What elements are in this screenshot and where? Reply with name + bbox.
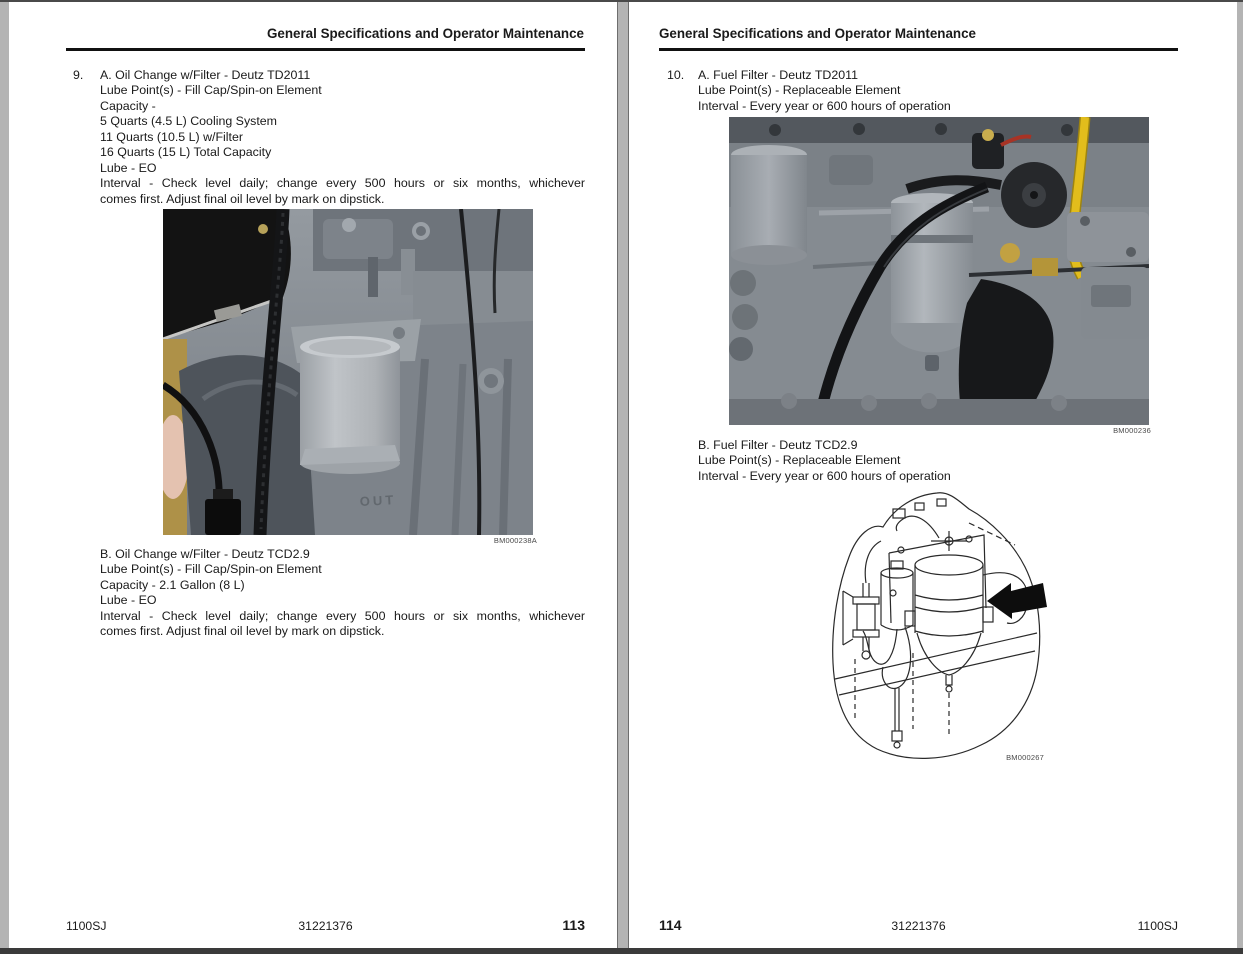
line: comes first. Adjust final oil level by mark on dipstick. — [100, 624, 385, 639]
header-rule — [659, 48, 1178, 51]
line: B. Oil Change w/Filter - Deutz TCD2.9 — [100, 547, 310, 561]
line: Interval - Check level daily; change every 500 hours or six months, whichever — [100, 176, 585, 191]
page-114 — [628, 2, 1237, 948]
footer-page-number: 113 — [562, 917, 585, 933]
page-header-title: General Specifications and Operator Maintenance — [659, 26, 977, 41]
oil-filter-photo-caption: BM000238A — [493, 536, 537, 545]
section-b-text — [100, 547, 585, 640]
footer-page-number: 114 — [659, 917, 682, 933]
item-number: 9. — [73, 68, 84, 82]
section-b-text — [698, 438, 1178, 484]
line: Capacity - — [100, 98, 156, 113]
item-9-section-b — [100, 547, 585, 640]
section-a-text — [698, 68, 1178, 114]
line: Lube - EO — [100, 160, 157, 175]
footer-part-number: 31221376 — [298, 919, 353, 933]
item-10-section-a — [667, 68, 1178, 114]
fuel-filter-line-drawing — [819, 483, 1054, 768]
line: 16 Quarts (15 L) Total Capacity — [100, 145, 272, 160]
footer-model: 1100SJ — [66, 919, 107, 933]
line: Lube - EO — [100, 593, 157, 608]
line: Interval - Check level daily; change every 500 hours or six months, whichever — [100, 608, 585, 623]
line: Lube Point(s) - Fill Cap/Spin-on Element — [100, 562, 322, 577]
page-114-footer — [659, 917, 1178, 937]
footer-model: 1100SJ — [1137, 919, 1178, 933]
header-rule — [66, 48, 585, 51]
oil-filter-photo — [163, 209, 533, 535]
photo-embossed-out-text: OUT — [359, 492, 397, 509]
line: B. Fuel Filter - Deutz TCD2.9 — [698, 438, 858, 452]
line: A. Fuel Filter - Deutz TD2011 — [698, 68, 858, 82]
page-113 — [9, 2, 618, 948]
line: Capacity - 2.1 Gallon (8 L) — [100, 577, 245, 592]
line: Lube Point(s) - Replaceable Element — [698, 453, 901, 468]
oil-filter-photo-art — [163, 209, 533, 535]
fuel-filter-photo-caption: BM000236 — [1113, 426, 1151, 435]
line: 5 Quarts (4.5 L) Cooling System — [100, 114, 277, 129]
fuel-filter-drawing-art — [819, 483, 1054, 768]
item-10-section-b — [698, 438, 1178, 484]
item-number: 10. — [667, 68, 685, 82]
line: Lube Point(s) - Fill Cap/Spin-on Element — [100, 83, 322, 98]
fuel-filter-photo-art — [729, 117, 1149, 425]
page-header-title: General Specifications and Operator Maintenance — [266, 26, 584, 41]
line: 11 Quarts (10.5 L) w/Filter — [100, 129, 243, 144]
item-9-section-a — [66, 68, 585, 207]
section-a-text — [100, 68, 585, 207]
fuel-filter-photo — [729, 117, 1149, 425]
line: Lube Point(s) - Replaceable Element — [698, 83, 901, 98]
footer-part-number: 31221376 — [891, 919, 946, 933]
bottom-edge-shadow — [0, 948, 1243, 954]
line: comes first. Adjust final oil level by mark on dipstick. — [100, 191, 385, 206]
line: A. Oil Change w/Filter - Deutz TD2011 — [100, 68, 311, 82]
page-113-footer — [66, 917, 585, 937]
line: Interval - Every year or 600 hours of operation — [698, 468, 951, 483]
line: Interval - Every year or 600 hours of operation — [698, 98, 951, 113]
fuel-filter-drawing-caption: BM000267 — [1006, 753, 1044, 762]
